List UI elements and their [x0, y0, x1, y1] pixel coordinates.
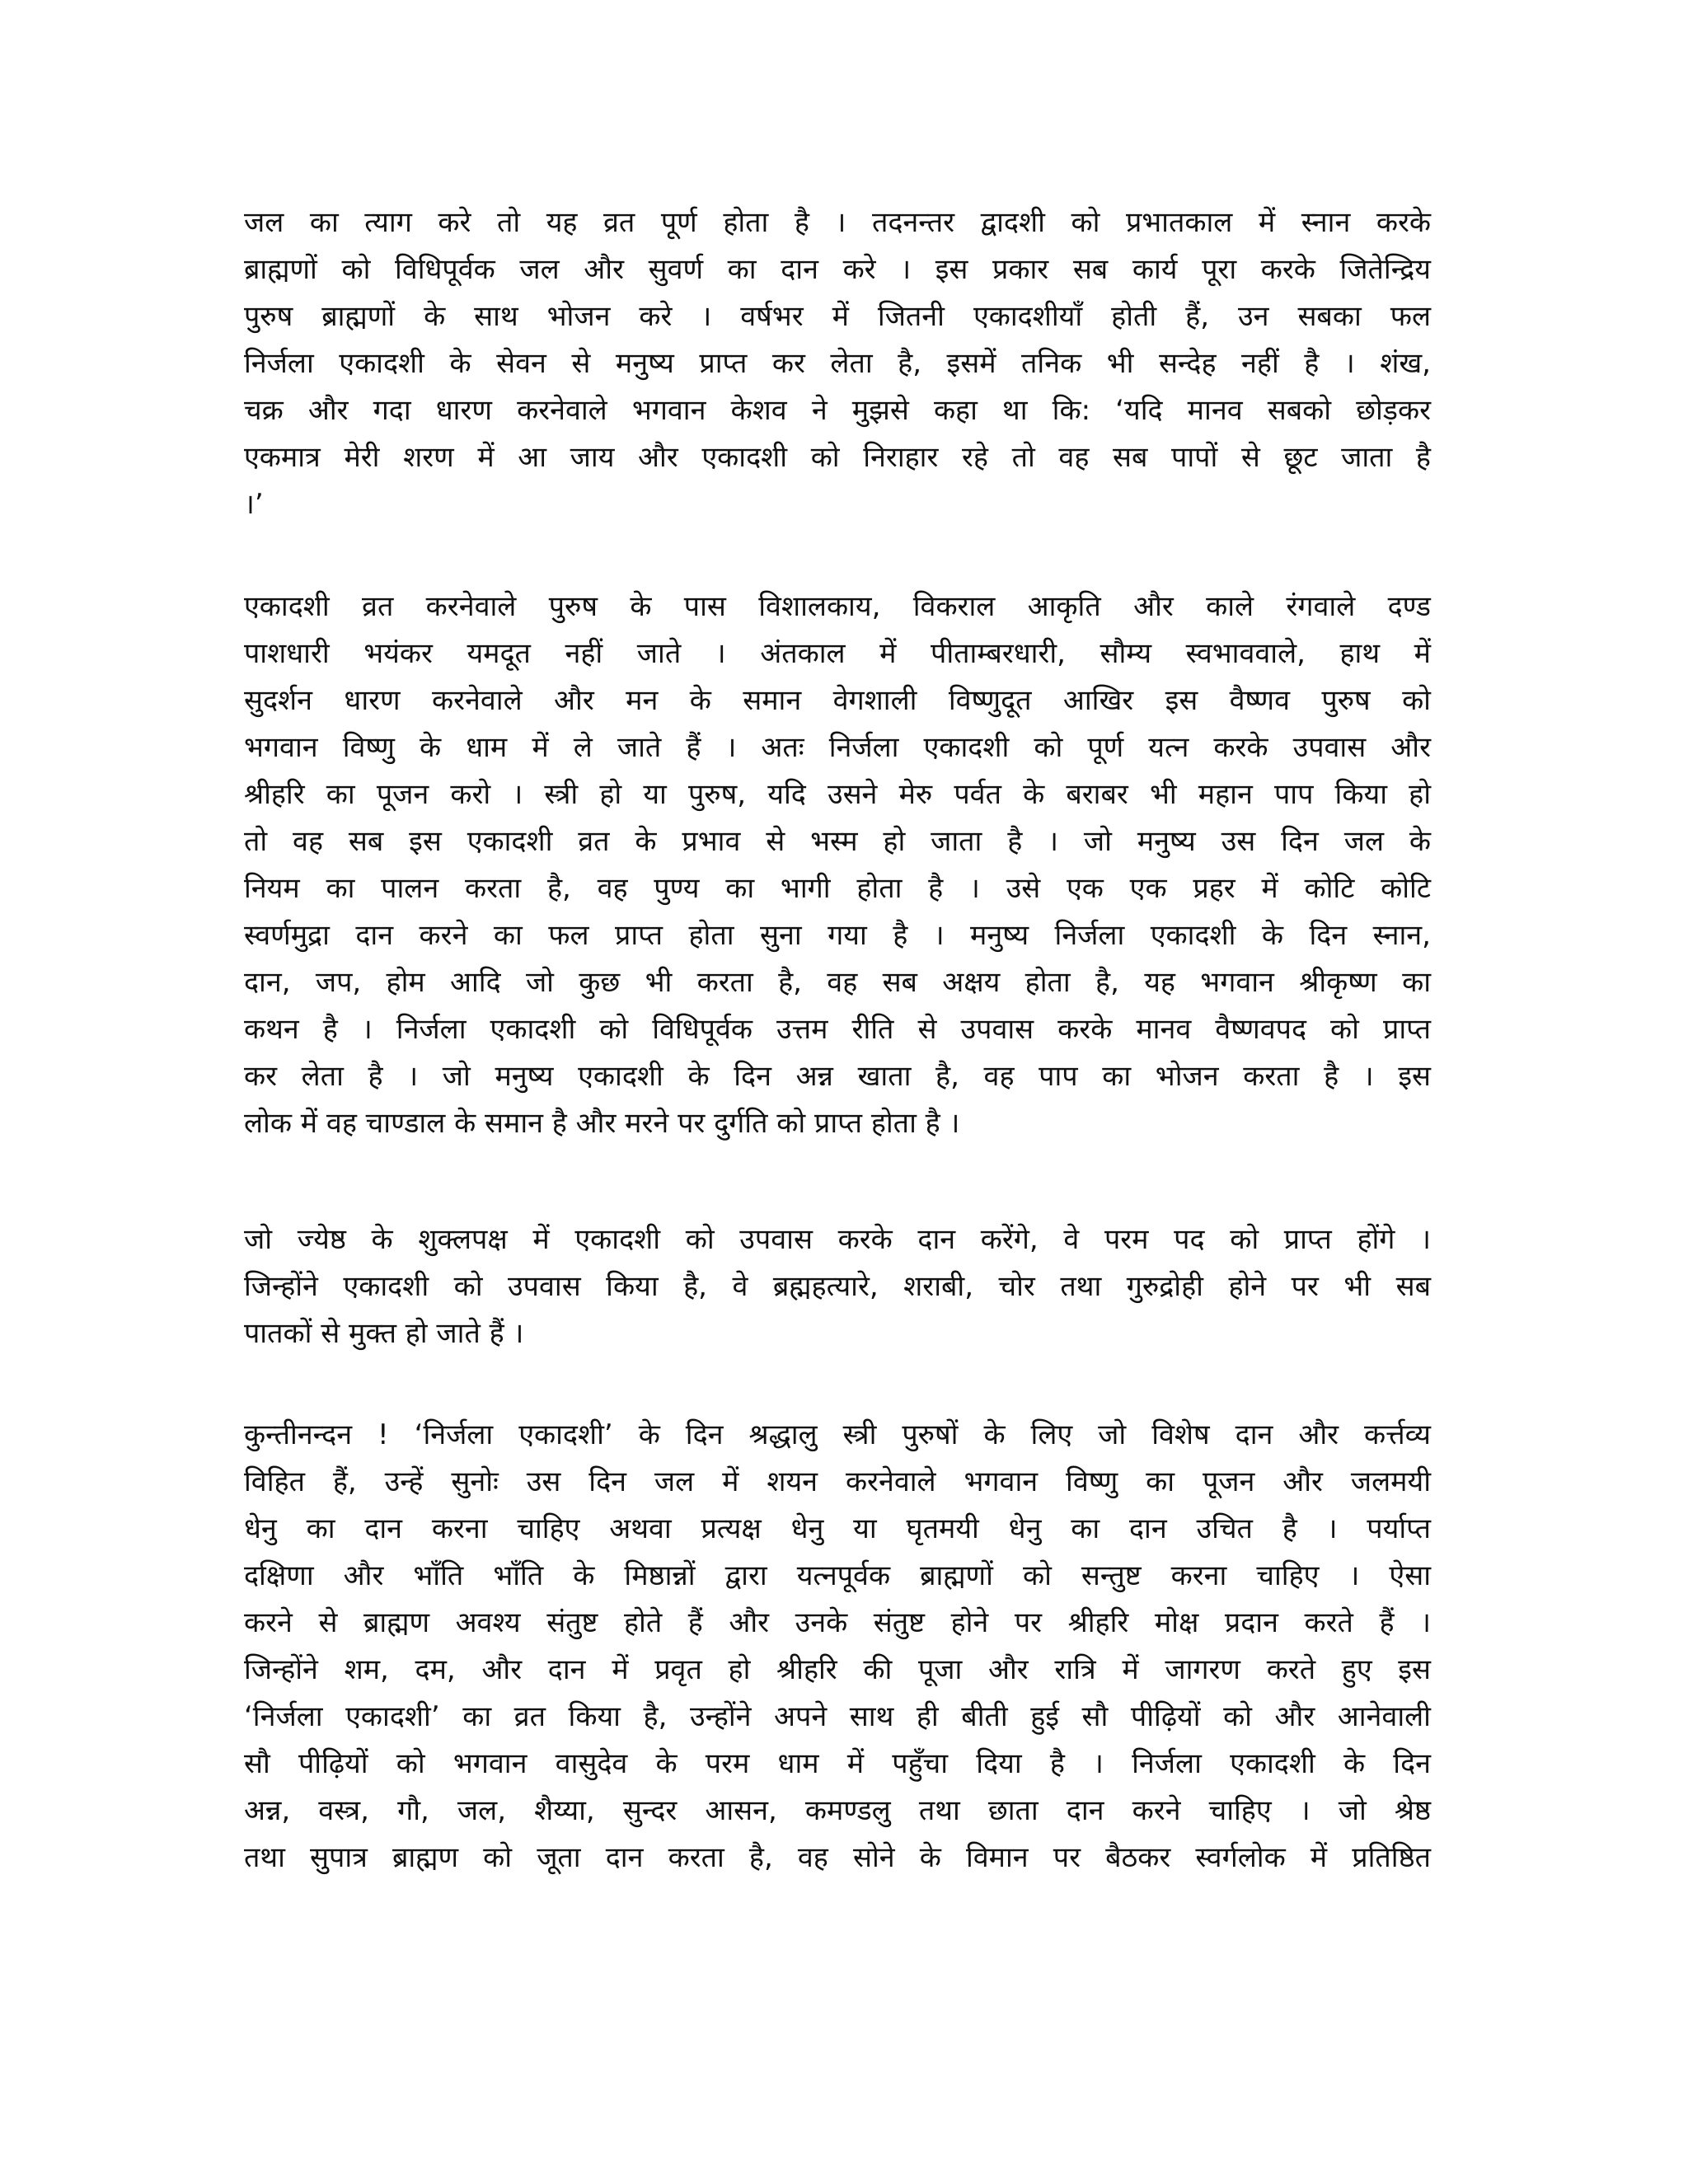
- paragraph-line: करने से ब्राह्मण अवश्य संतुष्ट होते हैं और उनके संतुष्ट होने पर श्रीहरि मोक्ष प्रदान करते हैं ।: [244, 1606, 1431, 1639]
- paragraph-line: कुन्तीनन्दन ! ‘निर्जला एकादशी’ के दिन श्रद्धालु स्त्री पुरुषों के लिए जो विशेष दान और कर्त्तव्य: [244, 1418, 1431, 1451]
- paragraph-line: भगवान विष्णु के धाम में ले जाते हैं । अतः निर्जला एकादशी को पूर्ण यत्न करके उपवास और: [244, 731, 1431, 764]
- paragraph-line: विहित हैं, उन्हें सुनोः उस दिन जल में शयन करनेवाले भगवान विष्णु का पूजन और जलमयी: [244, 1465, 1431, 1498]
- paragraph-line: अन्न, वस्त्र, गौ, जल, शैय्या, सुन्दर आसन, कमण्डलु तथा छाता दान करने चाहिए । जो श्रेष्ठ: [244, 1794, 1431, 1827]
- paragraph-line: श्रीहरि का पूजन करो । स्त्री हो या पुरुष, यदि उसने मेरु पर्वत के बराबर भी महान पाप किया हो: [244, 778, 1431, 811]
- paragraph-line: लोक में वह चाण्डाल के समान है और मरने पर दुर्गति को प्राप्त होता है ।: [244, 1107, 960, 1140]
- paragraph-line: एकमात्र मेरी शरण में आ जाय और एकादशी को निराहार रहे तो वह सब पापों से छूट जाता है: [244, 441, 1431, 474]
- paragraph-line: जल का त्याग करे तो यह व्रत पूर्ण होता है । तदनन्तर द्वादशी को प्रभातकाल में स्नान करके: [244, 206, 1431, 239]
- paragraph-line: तो वह सब इस एकादशी व्रत के प्रभाव से भस्म हो जाता है । जो मनुष्य उस दिन जल के: [244, 825, 1431, 858]
- paragraph-line: एकादशी व्रत करनेवाले पुरुष के पास विशालकाय, विकराल आकृति और काले रंगवाले दण्ड: [244, 590, 1431, 623]
- paragraph-line: नियम का पालन करता है, वह पुण्य का भागी होता है । उसे एक एक प्रहर में कोटि कोटि: [244, 872, 1431, 905]
- paragraph-2: [244, 583, 1431, 1147]
- paragraph-line: सौ पीढ़ियों को भगवान वासुदेव के परम धाम में पहुँचा दिया है । निर्जला एकादशी के दिन: [244, 1747, 1431, 1780]
- paragraph-line: कर लेता है । जो मनुष्य एकादशी के दिन अन्न खाता है, वह पाप का भोजन करता है । इस: [244, 1060, 1431, 1093]
- paragraph-3: [244, 1216, 1431, 1357]
- paragraph-line: निर्जला एकादशी के सेवन से मनुष्य प्राप्त कर लेता है, इसमें तनिक भी सन्देह नहीं है । शंख,: [244, 347, 1431, 380]
- paragraph-line: दक्षिणा और भाँति भाँति के मिष्ठान्नों द्वारा यत्नपूर्वक ब्राह्मणों को सन्तुष्ट करना चाहिए । ऐसा: [244, 1559, 1431, 1592]
- paragraph-line: स्वर्णमुद्रा दान करने का फल प्राप्त होता सुना गया है । मनुष्य निर्जला एकादशी के दिन स्नान,: [244, 919, 1431, 952]
- paragraph-line: कथन है । निर्जला एकादशी को विधिपूर्वक उत्तम रीति से उपवास करके मानव वैष्णवपद को प्राप्त: [244, 1013, 1431, 1046]
- paragraph-line: दान, जप, होम आदि जो कुछ भी करता है, वह सब अक्षय होता है, यह भगवान श्रीकृष्ण का: [244, 966, 1431, 999]
- paragraph-line: जिन्होंने एकादशी को उपवास किया है, वे ब्रह्महत्यारे, शराबी, चोर तथा गुरुद्रोही होने पर भी सब: [244, 1270, 1431, 1303]
- paragraph-line: पाशधारी भयंकर यमदूत नहीं जाते । अंतकाल में पीताम्बरधारी, सौम्य स्वभाववाले, हाथ में: [244, 637, 1431, 670]
- paragraph-4: [244, 1412, 1431, 1882]
- paragraph-line: तथा सुपात्र ब्राह्मण को जूता दान करता है, वह सोने के विमान पर बैठकर स्वर्गलोक में प्रतिष्ठित: [244, 1841, 1431, 1874]
- paragraph-line: धेनु का दान करना चाहिए अथवा प्रत्यक्ष धेनु या घृतमयी धेनु का दान उचित है । पर्याप्त: [244, 1512, 1431, 1545]
- paragraph-line: पुरुष ब्राह्मणों के साथ भोजन करे । वर्षभर में जितनी एकादशीयाँ होती हैं, उन सबका फल: [244, 300, 1431, 333]
- paragraph-line: चक्र और गदा धारण करनेवाले भगवान केशव ने मुझसे कहा था कि: ‘यदि मानव सबको छोड़कर: [244, 394, 1431, 427]
- paragraph-line: जो ज्येष्ठ के शुक्लपक्ष में एकादशी को उपवास करके दान करेंगे, वे परम पद को प्राप्त होंगे ।: [244, 1223, 1431, 1256]
- paragraph-line: ‘निर्जला एकादशी’ का व्रत किया है, उन्होंने अपने साथ ही बीती हुई सौ पीढ़ियों को और आनेवाली: [244, 1700, 1431, 1733]
- paragraph-line: सुदर्शन धारण करनेवाले और मन के समान वेगशाली विष्णुदूत आखिर इस वैष्णव पुरुष को: [244, 684, 1431, 717]
- paragraph-line: ब्राह्मणों को विधिपूर्वक जल और सुवर्ण का दान करे । इस प्रकार सब कार्य पूरा करके जितेन्द्रिय: [244, 253, 1431, 286]
- paragraph-1: [244, 199, 1431, 528]
- paragraph-line: ।’: [244, 488, 264, 521]
- paragraph-line: पातकों से मुक्त हो जाते हैं ।: [244, 1317, 524, 1350]
- paragraph-line: जिन्होंने शम, दम, और दान में प्रवृत हो श्रीहरि की पूजा और रात्रि में जागरण करते हुए इस: [244, 1653, 1431, 1686]
